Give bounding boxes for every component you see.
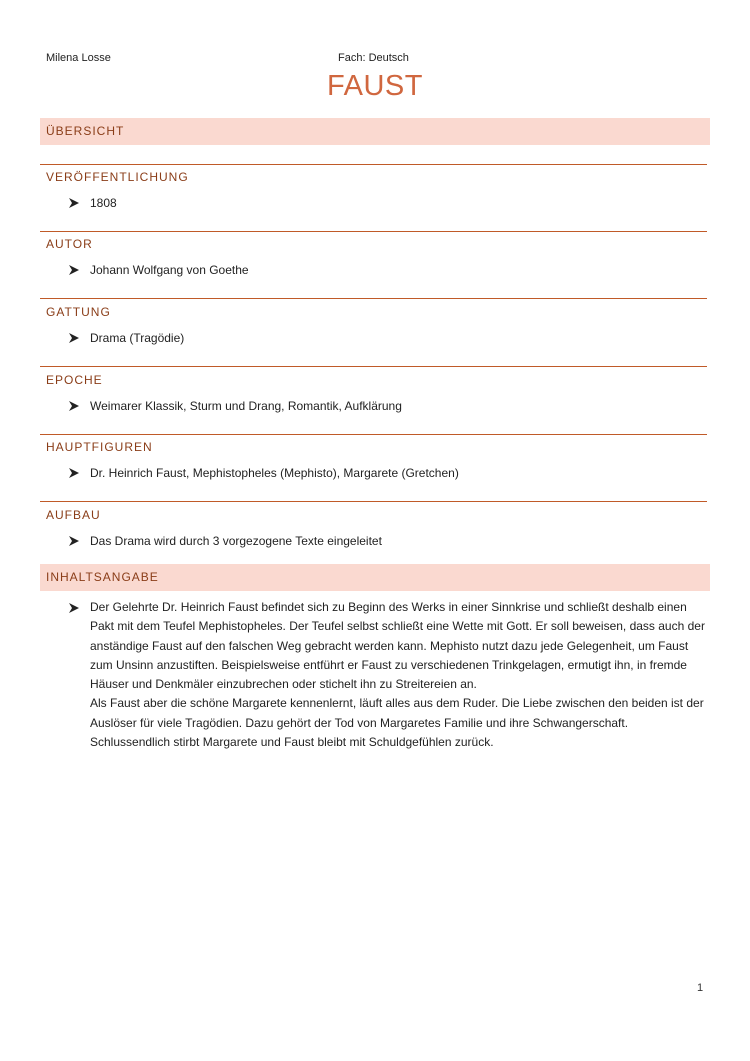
section-divider <box>40 366 707 367</box>
section-divider <box>40 298 707 299</box>
arrowhead-bullet-icon <box>68 602 80 614</box>
author-item <box>68 263 249 277</box>
section-divider <box>40 164 707 165</box>
author-heading: AUTOR <box>46 237 93 251</box>
structure-value: Das Drama wird durch 3 vorgezogene Texte eingeleitet <box>90 534 382 548</box>
document-title <box>0 70 750 103</box>
overview-heading-band <box>40 118 710 145</box>
genre-value: Drama (Tragödie) <box>90 331 185 345</box>
section-divider <box>40 434 707 435</box>
epoch-heading: EPOCHE <box>46 373 103 387</box>
arrowhead-bullet-icon <box>68 197 80 209</box>
genre-item <box>68 331 184 345</box>
page-number: 1 <box>697 982 704 994</box>
section-divider <box>40 231 707 232</box>
epoch-value: Weimarer Klassik, Sturm und Drang, Romantik, Aufklärung <box>90 399 402 413</box>
author-value: Johann Wolfgang von Goethe <box>90 263 249 277</box>
publication-heading: VERÖFFENTLICHUNG <box>46 170 189 184</box>
characters-heading: HAUPTFIGUREN <box>46 440 153 454</box>
genre-heading: GATTUNG <box>46 305 111 319</box>
summary-paragraph-2: Als Faust aber die schöne Margarete kennenlernt, läuft alles aus dem Ruder. Die Liebe zwischen den beiden ist der Auslöser für viele Tragödien. Dazu gehört der Tod von Margaretes Familie und ihre Schwangerschaft. Schlussendlich stirbt Margarete und Faust bleibt mit Schuldgefühlen zurück. <box>90 696 704 750</box>
arrowhead-bullet-icon <box>68 535 80 547</box>
overview-heading: ÜBERSICHT <box>46 124 125 138</box>
structure-heading: AUFBAU <box>46 508 101 522</box>
header-subject: Fach: Deutsch <box>338 52 409 64</box>
document-title-text: FAUST <box>327 70 423 102</box>
arrowhead-bullet-icon <box>68 467 80 479</box>
summary-body <box>90 598 710 752</box>
characters-value: Dr. Heinrich Faust, Mephistopheles (Mephisto), Margarete (Gretchen) <box>90 466 459 480</box>
summary-heading: INHALTSANGABE <box>46 570 159 584</box>
publication-value: 1808 <box>90 196 117 210</box>
characters-item <box>68 466 459 480</box>
arrowhead-bullet-icon <box>68 400 80 412</box>
publication-item <box>68 196 117 210</box>
summary-item <box>68 598 710 752</box>
arrowhead-bullet-icon <box>68 264 80 276</box>
structure-item <box>68 534 382 548</box>
summary-paragraph-1: Der Gelehrte Dr. Heinrich Faust befindet sich zu Beginn des Werks in einer Sinnkrise und schließt deshalb einen Pakt mit dem Teufel Mephistopheles. Der Teufel selbst schließt eine Wette mit Gott. Er soll beweisen, dass auch der anständige Faust auf den falschen Weg gebracht werden kann. Mephisto nutzt dazu jede Gelegenheit, um Faust zum Unsinn anzustiften. Beispielsweise entführt er Faust zu verschiedenen Trinkgelagen, ermutigt ihn, in fremde Häuser und Denkmäler einzubrechen oder stichelt ihn zu Streitereien an. <box>90 600 705 692</box>
section-divider <box>40 501 707 502</box>
header-author: Milena Losse <box>46 52 111 64</box>
arrowhead-bullet-icon <box>68 332 80 344</box>
epoch-item <box>68 399 402 413</box>
